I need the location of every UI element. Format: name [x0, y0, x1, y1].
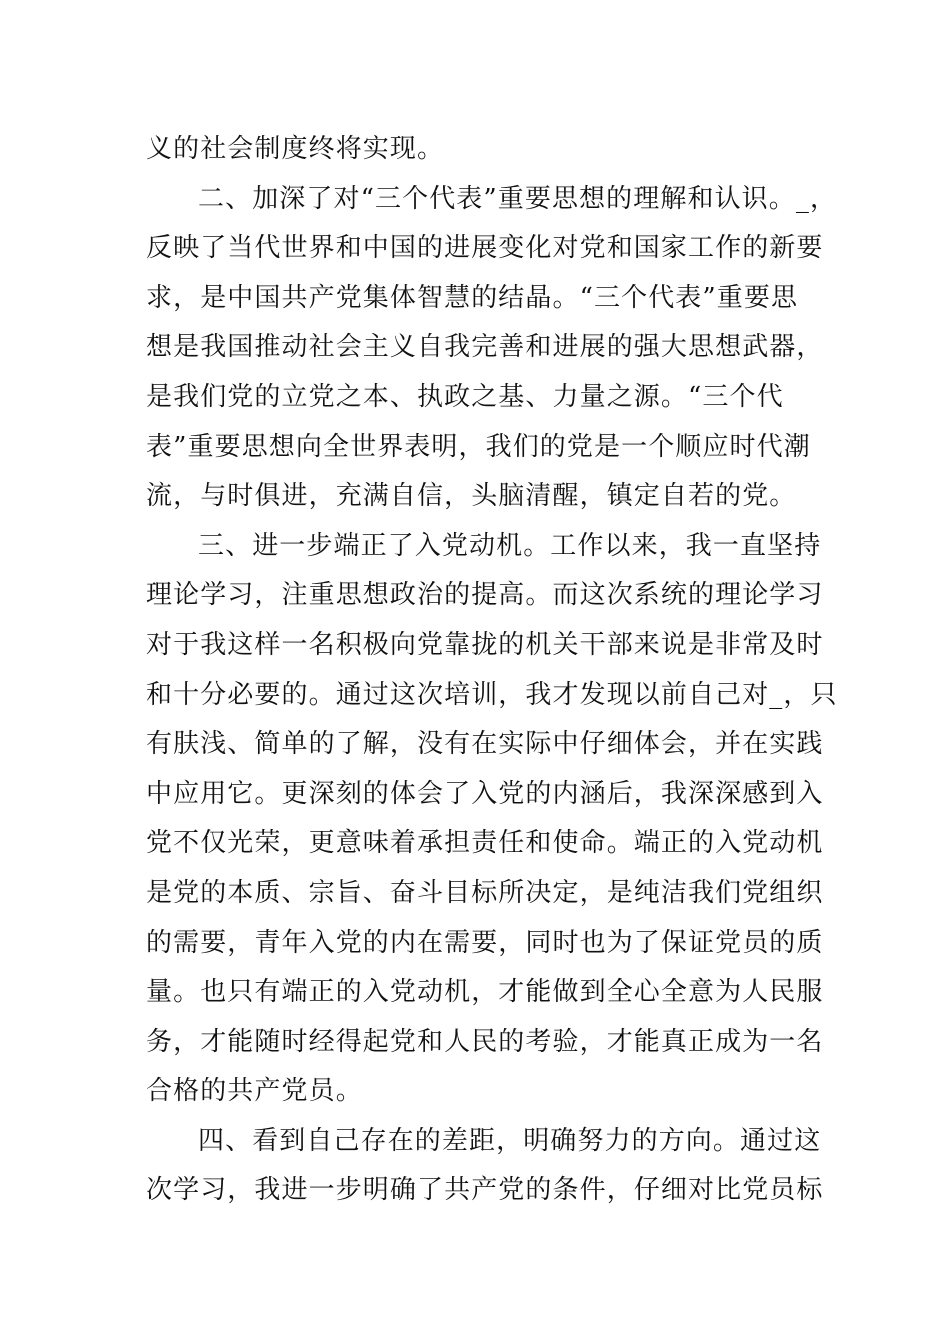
text-line: 理论学习，注重思想政治的提高。而这次系统的理论学习	[146, 580, 824, 611]
text-line: 量。也只有端正的入党动机，才能做到全心全意为人民服	[146, 977, 824, 1008]
text-line: 是我们党的立党之本、执政之基、力量之源。“三个代	[146, 381, 784, 412]
text-line: 是党的本质、宗旨、奋斗目标所决定，是纯洁我们党组织	[146, 877, 824, 908]
text-line: 对于我这样一名积极向党靠拢的机关干部来说是非常及时	[146, 629, 824, 660]
text-line: 的需要，青年入党的内在需要，同时也为了保证党员的质	[146, 927, 824, 958]
text-line: 合格的共产党员。	[146, 1076, 363, 1107]
text-line: 三、进一步端正了入党动机。工作以来，我一直坚持	[198, 530, 822, 561]
text-line: 中应用它。更深刻的体会了入党的内涵后，我深深感到入	[146, 778, 824, 809]
text-line: 反映了当代世界和中国的进展变化对党和国家工作的新要	[146, 233, 824, 264]
text-line: 和十分必要的。通过这次培训，我才发现以前自己对_，只	[146, 679, 838, 710]
text-line: 次学习，我进一步明确了共产党的条件，仔细对比党员标	[146, 1175, 824, 1206]
document-body	[146, 125, 838, 1216]
text-line: 流，与时俱进，充满自信，头脑清醒，镇定自若的党。	[146, 481, 797, 512]
text-line: 四、看到自己存在的差距，明确努力的方向。通过这	[198, 1125, 822, 1156]
text-line: 务，才能随时经得起党和人民的考验，才能真正成为一名	[146, 1026, 824, 1057]
text-line: 义的社会制度终将实现。	[146, 134, 445, 164]
text-line: 求，是中国共产党集体智慧的结晶。“三个代表”重要思	[146, 282, 799, 313]
text-line: 党不仅光荣，更意味着承担责任和使命。端正的入党动机	[146, 828, 824, 859]
text-line: 二、加深了对“三个代表”重要思想的理解和认识。_，	[198, 183, 838, 214]
text-line: 有肤浅、简单的了解，没有在实际中仔细体会，并在实践	[146, 729, 824, 760]
text-line: 表”重要思想向全世界表明，我们的党是一个顺应时代潮	[146, 431, 811, 462]
text-line: 想是我国推动社会主义自我完善和进展的强大思想武器，	[146, 332, 824, 363]
